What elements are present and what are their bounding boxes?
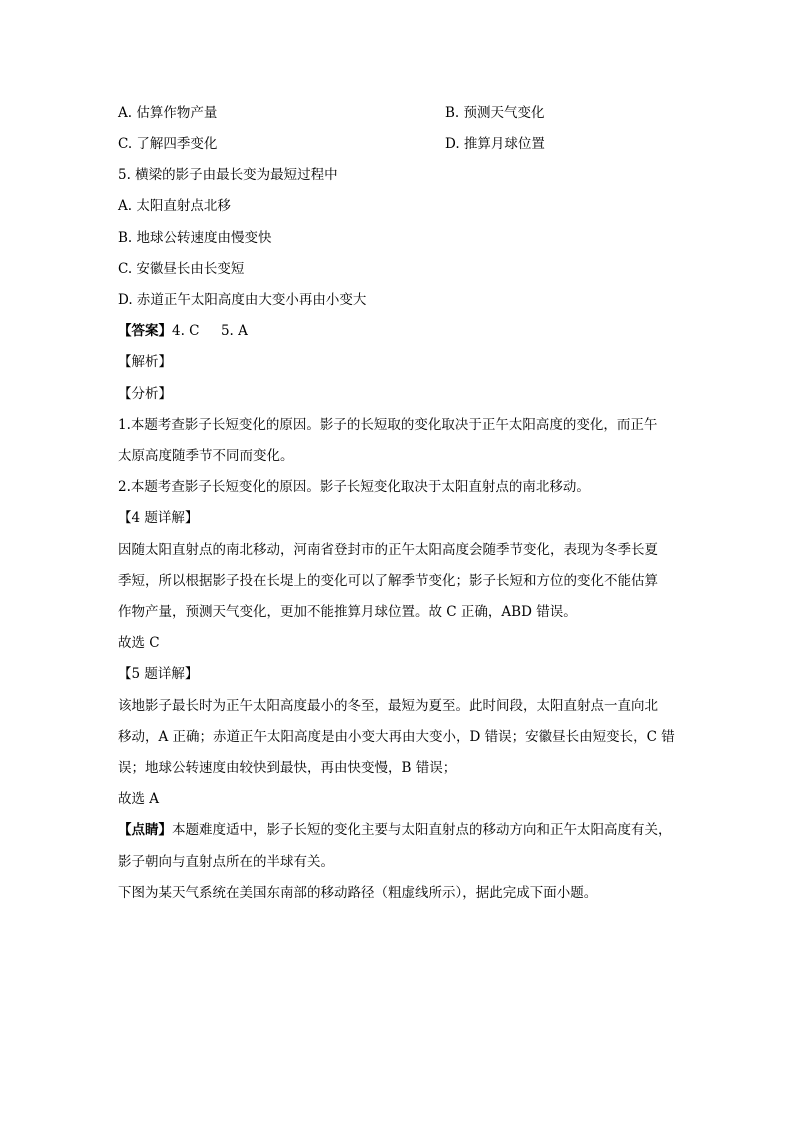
q5-option-b: B. 地球公转速度由慢变快 [118,230,272,246]
q5-detail-line2: 移动，A 正确；赤道正午太阳高度是由小变大再由大变小，D 错误；安徽昼长由短变长，C 错 [118,729,675,745]
answer-line [118,322,248,340]
q4-option-c: C. 了解四季变化 [118,136,218,152]
dianjing-text-1: 本题难度适中，影子长短的变化主要与太阳直射点的移动方向和正午太阳高度有关， [172,822,672,838]
dianjing-label: 【点睛】 [118,822,172,838]
q5-detail-line1: 该地影子最长时为正午太阳高度最小的冬至，最短为夏至。此时间段，太阳直射点一直向北 [118,698,658,714]
q5-detail-choice: 故选 A [118,791,160,807]
q4-detail-line2: 季短，所以根据影子投在长堤上的变化可以了解季节变化；影子长短和方位的变化不能估算 [118,573,658,589]
q4-detail-label: 【4 题详解】 [118,510,199,526]
next-question-intro: 下图为某天气系统在美国东南部的移动路径（粗虚线所示），据此完成下面小题。 [118,885,598,901]
q5-option-a: A. 太阳直射点北移 [118,198,231,214]
q5-detail-label: 【5 题详解】 [118,666,199,682]
q5-option-c: C. 安徽昼长由长变短 [118,261,245,277]
q4-option-a: A. 估算作物产量 [118,105,218,121]
fenxi-label: 【分析】 [118,386,172,402]
q5-stem: 5. 横梁的影子由最长变为最短过程中 [118,167,338,183]
dianjing-line2: 影子朝向与直射点所在的半球有关。 [118,854,334,870]
answer-text: 4. C 5. A [172,323,248,339]
fenxi-p1-line1: 1.本题考查影子长短变化的原因。影子的长短取的变化取决于正午太阳高度的变化，而正午 [118,417,658,433]
q5-option-d: D. 赤道正午太阳高度由大变小再由小变大 [118,292,367,308]
fenxi-p2: 2.本题考查影子长短变化的原因。影子长短变化取决于太阳直射点的南北移动。 [118,479,590,495]
q4-option-b: B. 预测天气变化 [445,105,545,121]
q4-detail-line3: 作物产量，预测天气变化，更加不能推算月球位置。故 C 正确，ABD 错误。 [118,604,577,620]
answer-label: 【答案】 [118,323,172,339]
analysis-label: 【解析】 [118,354,172,370]
fenxi-p1-line2: 太原高度随季节不同而变化。 [118,448,294,464]
q4-option-d: D. 推算月球位置 [445,136,545,152]
q4-detail-line1: 因随太阳直射点的南北移动，河南省登封市的正午太阳高度会随季节变化，表现为冬季长夏 [118,542,658,558]
q5-detail-line3: 误；地球公转速度由较快到最快，再由快变慢，B 错误； [118,760,457,776]
dianjing-line1 [118,821,672,839]
q4-detail-choice: 故选 C [118,635,160,651]
